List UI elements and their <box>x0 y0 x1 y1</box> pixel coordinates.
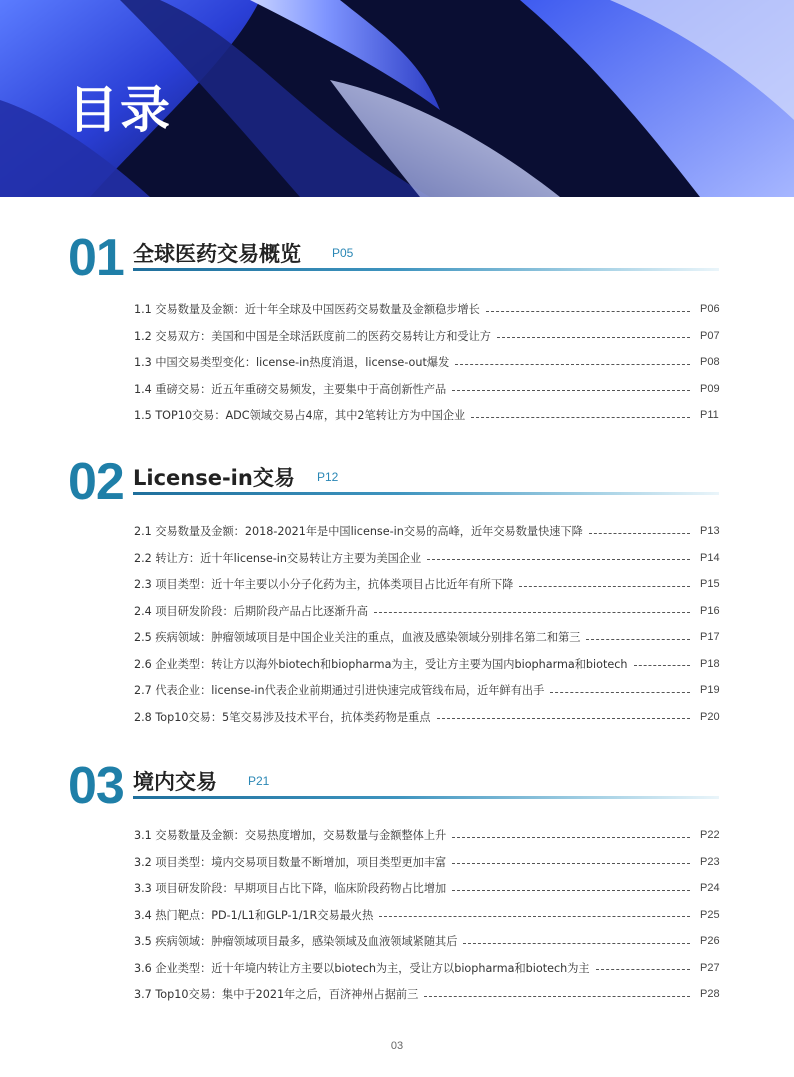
entry-page: P18 <box>700 657 720 670</box>
entry-text: 2.8 Top10交易：5笔交易涉及技术平台，抗体类药物是重点 <box>134 710 431 724</box>
entry-text: 3.6 企业类型：近十年境内转让方主要以biotech为主，受让方以biopharma和biotech为主 <box>134 961 590 975</box>
entry-text: 3.7 Top10交易：集中于2021年之后，百济神州占据前三 <box>134 988 419 1002</box>
entry-page: P14 <box>700 551 720 564</box>
toc-entry[interactable] <box>134 402 724 429</box>
dotted-leader <box>452 837 690 838</box>
section-title: License-in交易 <box>133 466 295 490</box>
entry-page: P28 <box>700 988 720 1001</box>
dotted-leader <box>486 311 690 312</box>
entry-text: 3.3 项目研发阶段：早期项目占比下降，临床阶段药物占比增加 <box>134 882 447 896</box>
entry-page: P19 <box>700 684 720 697</box>
entry-page: P22 <box>700 829 720 842</box>
entry-page: P07 <box>700 329 720 342</box>
entry-text: 3.2 项目类型：境内交易项目数量不断增加，项目类型更加丰富 <box>134 855 447 869</box>
toc-entry[interactable] <box>134 677 724 704</box>
dotted-leader <box>424 996 690 997</box>
dotted-leader <box>455 364 690 365</box>
toc-entry[interactable] <box>134 955 724 982</box>
dotted-leader <box>452 390 690 391</box>
dotted-leader <box>452 890 690 891</box>
entry-page: P23 <box>700 855 720 868</box>
entry-page: P13 <box>700 525 720 538</box>
entry-page: P17 <box>700 631 720 644</box>
entry-text: 2.4 项目研发阶段：后期阶段产品占比逐渐升高 <box>134 604 368 618</box>
toc-entry[interactable] <box>134 704 724 731</box>
page-number: 03 <box>390 1040 404 1052</box>
section-divider <box>133 796 719 799</box>
entry-page: P20 <box>700 710 720 723</box>
toc-entries-03 <box>134 822 724 1008</box>
toc-entries-02 <box>134 518 724 730</box>
dotted-leader <box>519 586 690 587</box>
toc-entry[interactable] <box>134 598 724 625</box>
entry-text: 3.1 交易数量及金额：交易热度增加，交易数量与金额整体上升 <box>134 829 447 843</box>
entry-text: 1.2 交易双方：美国和中国是全球活跃度前二的医药交易转让方和受让方 <box>134 329 491 343</box>
dotted-leader <box>471 417 690 418</box>
toc-entry[interactable] <box>134 349 724 376</box>
section-page[interactable]: P05 <box>332 246 354 260</box>
dotted-leader <box>550 692 690 693</box>
entry-text: 2.7 代表企业：license-in代表企业前期通过引进快速完成管线布局，近年鲜有出手 <box>134 684 545 698</box>
toc-entry[interactable] <box>134 296 724 323</box>
section-divider <box>133 492 719 495</box>
entry-text: 2.3 项目类型：近十年主要以小分子化药为主，抗体类项目占比近年有所下降 <box>134 578 514 592</box>
dotted-leader <box>463 943 690 944</box>
entry-text: 3.5 疾病领域：肿瘤领域项目最多，感染领域及血液领域紧随其后 <box>134 935 458 949</box>
entry-text: 1.1 交易数量及金额：近十年全球及中国医药交易数量及金额稳步增长 <box>134 303 480 317</box>
dotted-leader <box>589 533 690 534</box>
dotted-leader <box>379 916 690 917</box>
dotted-leader <box>427 559 690 560</box>
toc-entry[interactable] <box>134 571 724 598</box>
entry-text: 1.3 中国交易类型变化：license-in热度消退，license-out爆发 <box>134 356 450 370</box>
entry-text: 2.1 交易数量及金额：2018-2021年是中国license-in交易的高峰，近年交易数量快速下降 <box>134 525 583 539</box>
entry-text: 2.2 转让方：近十年license-in交易转让方主要为美国企业 <box>134 551 422 565</box>
section-number: 03 <box>68 757 124 815</box>
entry-text: 1.5 TOP10交易：ADC领域交易占4席，其中2笔转让方为中国企业 <box>134 409 466 423</box>
entry-page: P06 <box>700 303 720 316</box>
dotted-leader <box>497 337 690 338</box>
toc-entry[interactable] <box>134 902 724 929</box>
dotted-leader <box>586 639 690 640</box>
entry-page: P11 <box>700 409 719 422</box>
toc-entry[interactable] <box>134 822 724 849</box>
toc-entry[interactable] <box>134 624 724 651</box>
section-number: 01 <box>68 229 124 287</box>
section-title: 境内交易 <box>133 770 217 794</box>
entry-text: 2.5 疾病领域：肿瘤领域项目是中国企业关注的重点，血液及感染领域分别排名第二和第三 <box>134 631 581 645</box>
toc-entry[interactable] <box>134 849 724 876</box>
entry-page: P27 <box>700 961 720 974</box>
entry-text: 2.6 企业类型：转让方以海外biotech和biopharma为主，受让方主要为国内biopharma和biotech <box>134 657 628 671</box>
dotted-leader <box>596 969 690 970</box>
entry-text: 3.4 热门靶点：PD-1/L1和GLP-1/1R交易最火热 <box>134 908 374 922</box>
dotted-leader <box>634 665 691 666</box>
toc-entry[interactable] <box>134 651 724 678</box>
section-title: 全球医药交易概览 <box>133 242 301 266</box>
entry-page: P26 <box>700 935 720 948</box>
toc-entry[interactable] <box>134 981 724 1008</box>
toc-entry[interactable] <box>134 875 724 902</box>
toc-entry[interactable] <box>134 545 724 572</box>
entry-page: P25 <box>700 908 720 921</box>
entry-page: P16 <box>700 604 720 617</box>
dotted-leader <box>374 612 690 613</box>
toc-entry[interactable] <box>134 323 724 350</box>
entry-text: 1.4 重磅交易：近五年重磅交易频发，主要集中于高创新性产品 <box>134 382 447 396</box>
entry-page: P15 <box>700 578 720 591</box>
entry-page: P09 <box>700 382 720 395</box>
dotted-leader <box>452 863 690 864</box>
toc-entries-01 <box>134 296 724 429</box>
toc-entry[interactable] <box>134 518 724 545</box>
section-number: 02 <box>68 453 124 511</box>
entry-page: P08 <box>700 356 720 369</box>
section-divider <box>133 268 719 271</box>
entry-page: P24 <box>700 882 720 895</box>
section-page[interactable]: P21 <box>248 774 270 788</box>
header-banner-image <box>0 0 794 197</box>
section-page[interactable]: P12 <box>317 470 339 484</box>
page-title: 目录 <box>68 81 172 139</box>
toc-entry[interactable] <box>134 376 724 403</box>
dotted-leader <box>437 718 690 719</box>
toc-entry[interactable] <box>134 928 724 955</box>
